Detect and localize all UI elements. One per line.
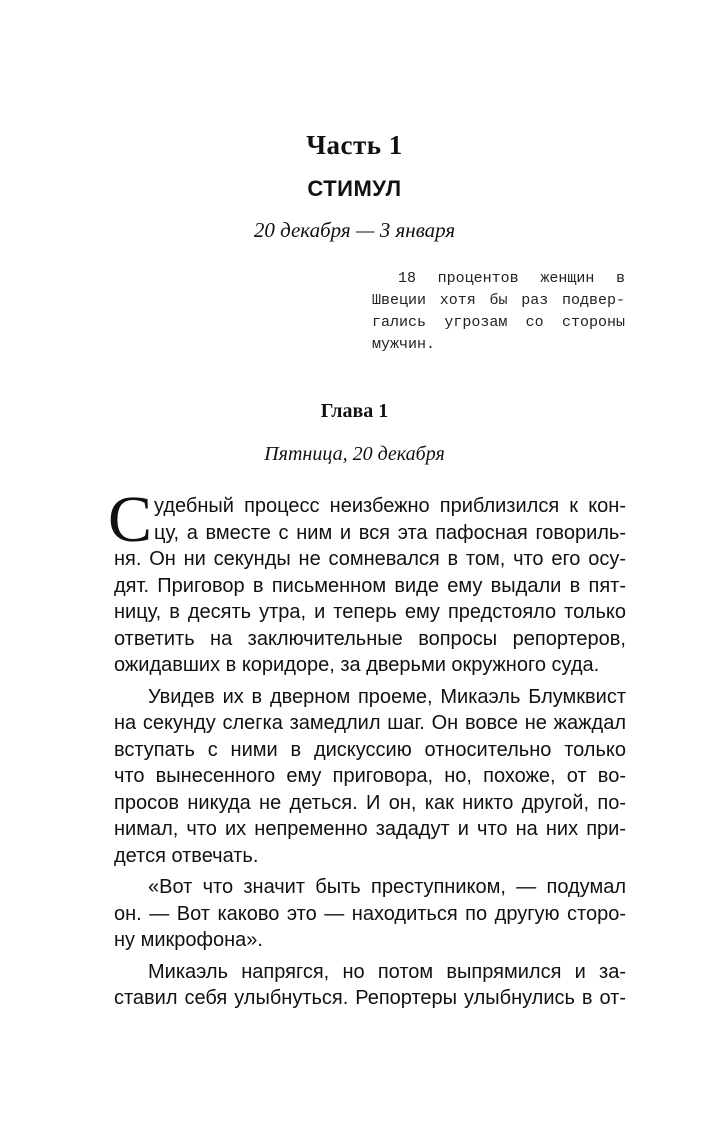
epigraph-line: гались угрозам со стороны [372,314,625,331]
epigraph-line: Швеции хотя бы раз подвер- [372,292,625,309]
text-line: Микаэль напрягся, но потом выпрямился и за- [148,960,626,983]
epigraph-line: 18 процентов женщин в [398,270,625,287]
text-line: ставил себя улыбнуться. Репортеры улыбнулись в от- [114,987,626,1009]
text-line: нимал, что их непременно зададут и что на них при- [114,818,626,840]
epigraph-line: мужчин. [372,336,436,353]
text-line: на секунду слегка замедлил шаг. Он вовсе не жаждал [114,712,626,734]
text-line: вступать с ними в дискуссию относительно только [114,738,626,761]
paragraph-1 [114,493,626,679]
paragraph-2 [114,684,626,870]
text-line: Увидев их в дверном проеме, Микаэль Блумквист [148,685,626,708]
chapter-date: Пятница, 20 декабря [264,443,445,465]
chapter-title: Глава 1 [320,400,389,422]
text-line: ну микрофона». [114,929,263,951]
part-name: СТИМУЛ [307,176,402,201]
text-line: «Вот что значит быть преступником, — подумал [148,876,626,898]
paragraph-3 [114,874,626,954]
text-line: ответить на заключительные вопросы репортеров, [114,627,626,650]
text-line: ня. Он ни секунды не сомневался в том, что его осу- [114,548,626,570]
text-line: удебный процесс неизбежно приблизился к кон- [154,495,626,517]
body-text [108,483,626,1012]
text-line: ожидавших в коридоре, за дверьми окружного суда. [114,654,600,676]
paragraph-4 [114,959,626,1012]
text-line: он. — Вот каково это — находиться по другую сторо- [114,902,626,925]
part-dates: 20 декабря — 3 января [253,218,456,242]
text-line: просов никуда не деться. И он, как никто другой, по- [114,791,626,814]
text-line: что вынесенного ему приговора, но, похоже, от во- [114,765,626,787]
text-line: цу, а вместе с ним и вся эта пафосная говориль- [154,521,626,544]
text-line: дят. Приговор в письменном виде ему выдали в пят- [114,574,626,597]
text-line: ницу, в десять утра, и теперь ему предстояло только [114,601,626,623]
drop-cap: С [108,483,153,556]
text-line: дется отвечать. [114,844,259,867]
part-title: Часть 1 [306,130,403,160]
epigraph [372,268,625,356]
